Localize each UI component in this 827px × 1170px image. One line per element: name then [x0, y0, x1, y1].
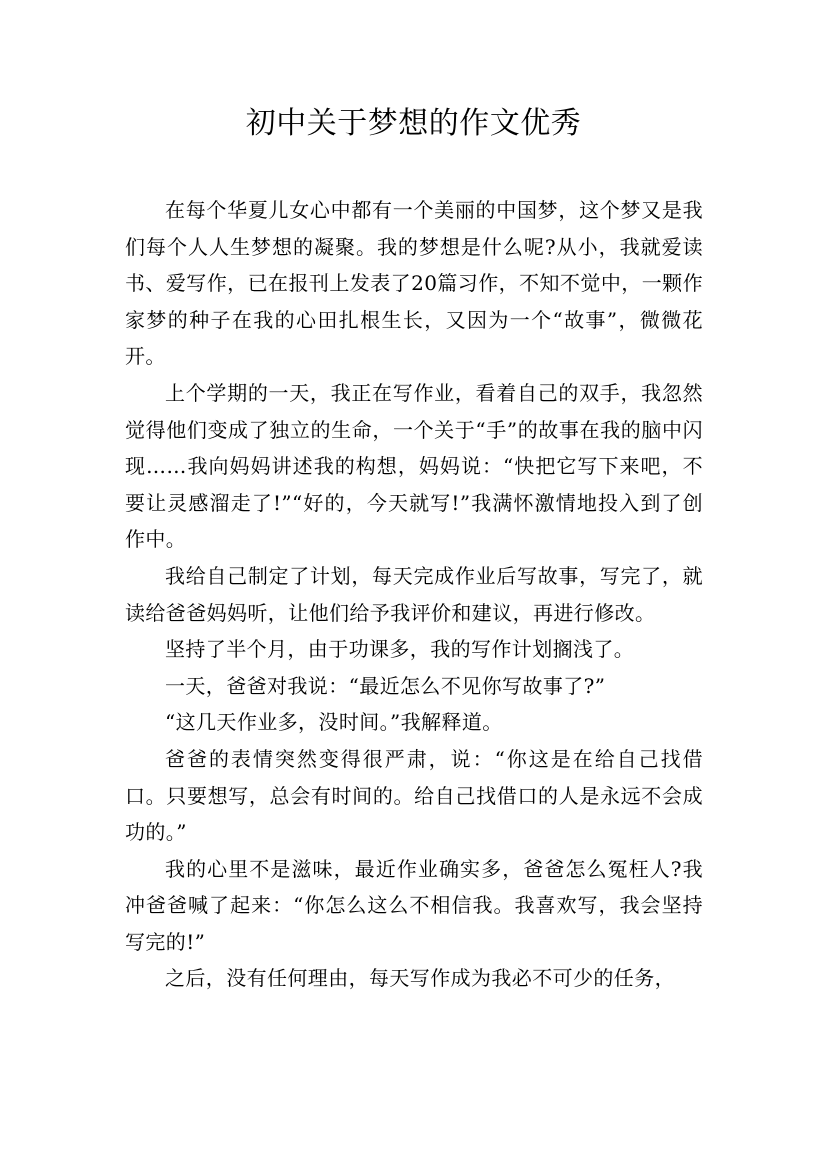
document-body [125, 192, 703, 997]
paragraph-6: “这几天作业多，没时间。”我解释道。 [165, 710, 503, 735]
paragraph-7: 爸爸的表情突然变得很严肃，说：“你这是在给自己找借口。只要想写，总会有时间的。给自己找借口的人是永远不会成功的。” [125, 746, 703, 845]
paragraph-9: 之后，没有任何理由，每天写作成为我必不可少的任务， [165, 966, 675, 991]
paragraph-4: 坚持了半个月，由于功课多，我的写作计划搁浅了。 [165, 637, 635, 662]
paragraph-3: 我给自己制定了计划，每天完成作业后写故事，写完了，就读给爸爸妈妈听，让他们给予我评价和建议，再进行修改。 [125, 563, 703, 625]
paragraph-5: 一天，爸爸对我说：“最近怎么不见你写故事了?” [165, 673, 606, 698]
paragraph-1: 在每个华夏儿女心中都有一个美丽的中国梦，这个梦又是我们每个人人生梦想的凝聚。我的梦想是什么呢?从小，我就爱读书、爱写作，已在报刊上发表了20篇习作，不知不觉中，一颗作家梦的种子在我的心田扎根生长，又因为一个“故事”，微微花开。 [125, 198, 703, 369]
document-title: 初中关于梦想的作文优秀 [245, 106, 582, 141]
paragraph-8: 我的心里不是滋味，最近作业确实多，爸爸怎么冤枉人?我冲爸爸喊了起来：“你怎么这么不相信我。我喜欢写，我会坚持写完的!” [125, 856, 703, 954]
paragraph-2: 上个学期的一天，我正在写作业，看着自己的双手，我忽然觉得他们变成了独立的生命，一个关于“手”的故事在我的脑中闪现……我向妈妈讲述我的构想，妈妈说：“快把它写下来吧，不要让灵感溜走了!”“好的，今天就写!”我满怀激情地投入到了创作中。 [125, 380, 703, 552]
